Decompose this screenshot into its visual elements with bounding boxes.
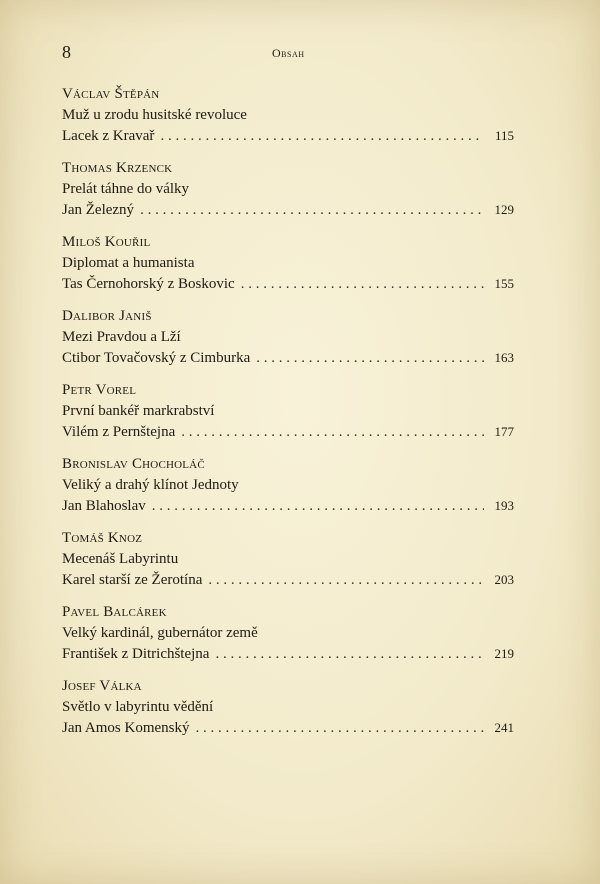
entry-title: Velký kardinál, gubernátor země [62, 625, 258, 641]
entry-subject: Jan Železný [62, 202, 135, 218]
toc-entry [62, 380, 514, 454]
entry-author: Bronislav Chocholáč [62, 456, 205, 472]
entry-page-number: 177 [494, 424, 514, 439]
entry-page-number: 219 [494, 646, 514, 661]
dot-leader [215, 644, 484, 664]
entry-author: Petr Vorel [62, 382, 137, 398]
entry-title: První bankéř markrabství [62, 403, 215, 419]
dot-leader [152, 496, 484, 516]
entry-line [62, 126, 514, 146]
entry-line [62, 496, 514, 516]
entry-title: Veliký a drahý klínot Jednoty [62, 477, 239, 493]
toc-entry [62, 84, 514, 158]
entry-page-number: 163 [494, 350, 514, 365]
running-head: Obsah [272, 46, 305, 60]
dot-leader [181, 422, 484, 442]
entry-author: Dalibor Janiš [62, 308, 152, 324]
entry-title: Světlo v labyrintu vědění [62, 699, 214, 715]
dot-leader [140, 200, 484, 220]
toc-entry [62, 676, 514, 750]
entry-line [62, 348, 514, 368]
dot-leader [241, 274, 484, 294]
entry-title: Prelát táhne do války [62, 181, 190, 197]
entry-author: Josef Válka [62, 678, 142, 694]
toc-entry [62, 158, 514, 232]
entry-subject: Jan Amos Komenský [62, 720, 190, 736]
entry-subject: Karel starší ze Žerotína [62, 572, 203, 588]
entry-line [62, 644, 514, 664]
entry-subject: Vilém z Pernštejna [62, 424, 176, 440]
entry-author: Thomas Krzenck [62, 160, 173, 176]
entry-line [62, 570, 514, 590]
dot-leader [256, 348, 484, 368]
entry-subject: Jan Blahoslav [62, 498, 146, 514]
entry-page-number: 193 [494, 498, 514, 513]
entry-title: Mecenáš Labyrintu [62, 551, 179, 567]
toc-entry [62, 454, 514, 528]
entry-subject: Lacek z Kravař [62, 128, 155, 144]
dot-leader [160, 126, 484, 146]
entry-subject: Tas Černohorský z Boskovic [62, 276, 235, 292]
entry-title: Muž u zrodu husitské revoluce [62, 107, 247, 123]
entry-page-number: 115 [494, 128, 514, 143]
entry-author: Miloš Kouřil [62, 234, 151, 250]
toc-entry [62, 232, 514, 306]
dot-leader [208, 570, 484, 590]
table-of-contents [62, 84, 514, 750]
entry-author: Pavel Balcárek [62, 604, 167, 620]
dot-leader [196, 718, 485, 738]
toc-entry [62, 306, 514, 380]
entry-page-number: 203 [494, 572, 514, 587]
page-number: 8 [62, 42, 71, 62]
entry-page-number: 129 [494, 202, 514, 217]
entry-title: Mezi Pravdou a Lží [62, 329, 181, 345]
entry-title: Diplomat a humanista [62, 255, 195, 271]
toc-entry [62, 602, 514, 676]
entry-line [62, 200, 514, 220]
entry-line [62, 718, 514, 738]
entry-page-number: 155 [494, 276, 514, 291]
entry-author: Václav Štěpán [62, 86, 160, 102]
entry-line [62, 422, 514, 442]
entry-author: Tomáš Knoz [62, 530, 143, 546]
entry-subject: Ctibor Tovačovský z Cimburka [62, 350, 251, 366]
toc-entry [62, 528, 514, 602]
entry-page-number: 241 [494, 720, 514, 735]
entry-line [62, 274, 514, 294]
entry-subject: František z Ditrichštejna [62, 646, 210, 662]
